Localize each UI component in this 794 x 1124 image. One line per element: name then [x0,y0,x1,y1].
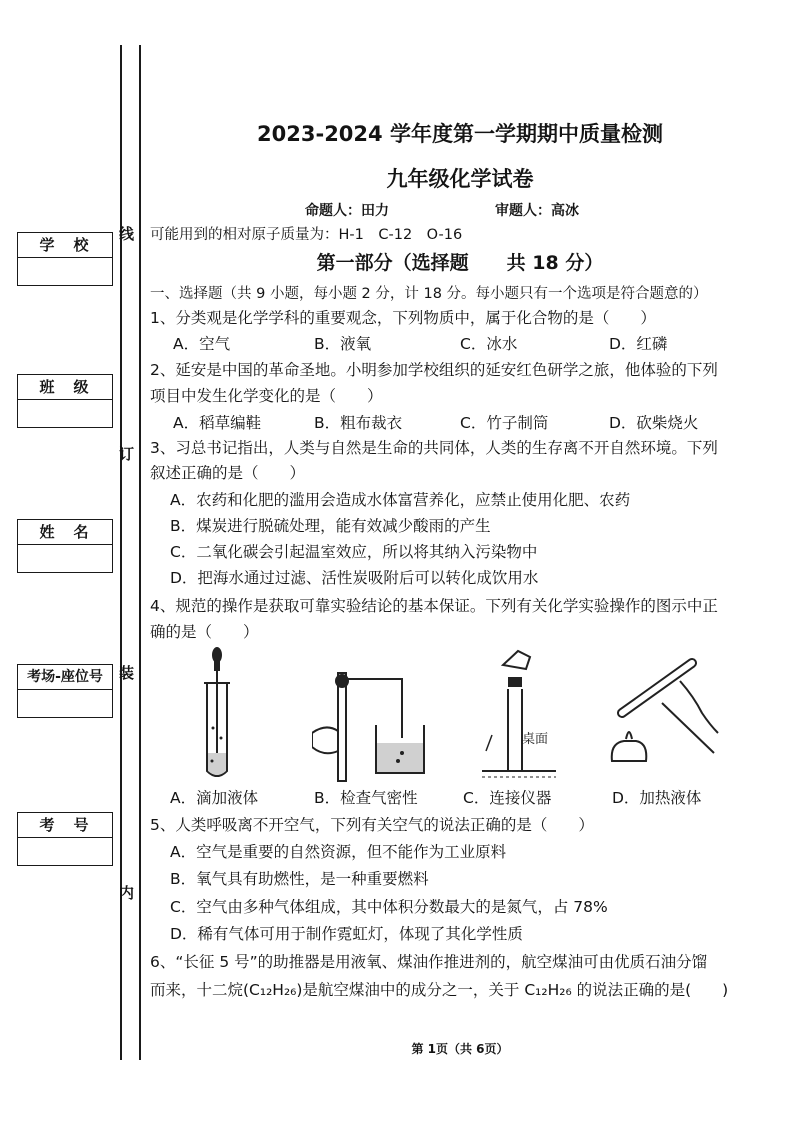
exam-subtitle: 九年级化学试卷 [386,167,534,191]
q3-stem-line1: 3、习总书记指出，人类与自然是生命的共同体，人类的生存离不开自然环境。下列 [150,439,718,457]
part1-heading: 第一部分（选择题 共 18 分） [316,252,604,274]
binding-mark-xian: 线 [119,225,135,243]
figure-gas-tightness-check [312,643,427,783]
figure-dropper-test-tube [187,643,247,783]
binding-line-left [120,45,122,1060]
q3-stem-line2: 叙述正确的是（ ） [150,464,306,482]
q1-stem: 1、分类观是化学学科的重要观念，下列物质中，属于化合物的是（ ） [150,309,656,327]
seat-label: 考场-座位号 [18,665,112,690]
exam-number-label: 考 号 [18,813,112,838]
q1-option-a: A．空气 [173,335,231,353]
page-number: 第 1页（共 6页） [411,1042,509,1056]
figure-heating-liquid [602,643,722,783]
name-field[interactable] [17,519,113,573]
q6-stem-line1: 6、“长征 5 号”的助推器是用液氧、煤油作推进剂的，航空煤油可由优质石油分馏 [150,953,708,971]
q5-stem: 5、人类呼吸离不开空气，下列有关空气的说法正确的是（ ） [150,816,594,834]
table-label: 桌面 [522,732,549,747]
binding-mark-zhuang: 装 [119,664,135,682]
q3-option-c: C．二氧化碳会引起温室效应，所以将其纳入污染物中 [170,543,538,561]
binding-mark-ding: 订 [119,445,135,463]
school-label: 学 校 [18,233,112,258]
q2-option-d: D．砍柴烧火 [609,414,699,432]
exam-title: 2023-2024 学年度第一学期期中质量检测 [257,122,663,146]
q5-option-c: C．空气由多种气体组成，其中体积分数最大的是氮气，占 78% [170,898,608,916]
figure-connecting-apparatus [478,643,558,783]
q2-option-a: A．稻草编鞋 [173,414,262,432]
q3-option-d: D．把海水通过过滤、活性炭吸附后可以转化成饮用水 [170,569,539,587]
q1-option-d: D．红磷 [609,335,668,353]
q1-option-c: C．冰水 [460,335,518,353]
q4-stem-line2: 确的是（ ） [150,623,259,641]
q1-option-b: B．液氧 [314,335,372,353]
q2-option-c: C．竹子制筒 [460,414,549,432]
q5-option-b: B．氧气具有助燃性，是一种重要燃料 [170,870,429,888]
binding-line-right [139,45,141,1060]
exam-number-field[interactable] [17,812,113,866]
q2-stem-line2: 项目中发生化学变化的是（ ） [150,387,383,405]
q4-option-b: B．检查气密性 [314,789,418,807]
q3-option-a: A．农药和化肥的滥用会造成水体富营养化，应禁止使用化肥、农药 [170,491,631,509]
question-reviewer: 审题人：高冰 [495,203,579,219]
q4-option-a: A．滴加液体 [170,789,259,807]
q4-option-c: C．连接仪器 [463,789,552,807]
q6-stem-line2: 而来，十二烷(C₁₂H₂₆)是航空煤油中的成分之一，关于 C₁₂H₂₆ 的说法正确的是( ) [150,981,729,999]
school-field[interactable] [17,232,113,286]
binding-mark-nei: 内 [119,884,135,902]
q2-option-b: B．粗布裁衣 [314,414,403,432]
atomic-mass-note: 可能用到的相对原子质量为：H-1 C-12 O-16 [150,227,463,243]
q3-option-b: B．煤炭进行脱硫处理，能有效减少酸雨的产生 [170,517,491,535]
q4-option-d: D．加热液体 [612,789,702,807]
class-field[interactable] [17,374,113,428]
q5-option-a: A．空气是重要的自然资源，但不能作为工业原料 [170,843,507,861]
part1-instructions: 一、选择题（共 9 小题，每小题 2 分，计 18 分。每小题只有一个选项是符合题意的） [150,286,708,302]
q2-stem-line1: 2、延安是中国的革命圣地。小明参加学校组织的延安红色研学之旅，他体验的下列 [150,361,718,379]
class-label: 班 级 [18,375,112,400]
question-setter: 命题人：田力 [305,203,389,219]
q4-stem-line1: 4、规范的操作是获取可靠实验结论的基本保证。下列有关化学实验操作的图示中正 [150,597,718,615]
seat-field[interactable] [17,664,113,718]
q5-option-d: D．稀有气体可用于制作霓虹灯，体现了其化学性质 [170,925,523,943]
name-label: 姓 名 [18,520,112,545]
